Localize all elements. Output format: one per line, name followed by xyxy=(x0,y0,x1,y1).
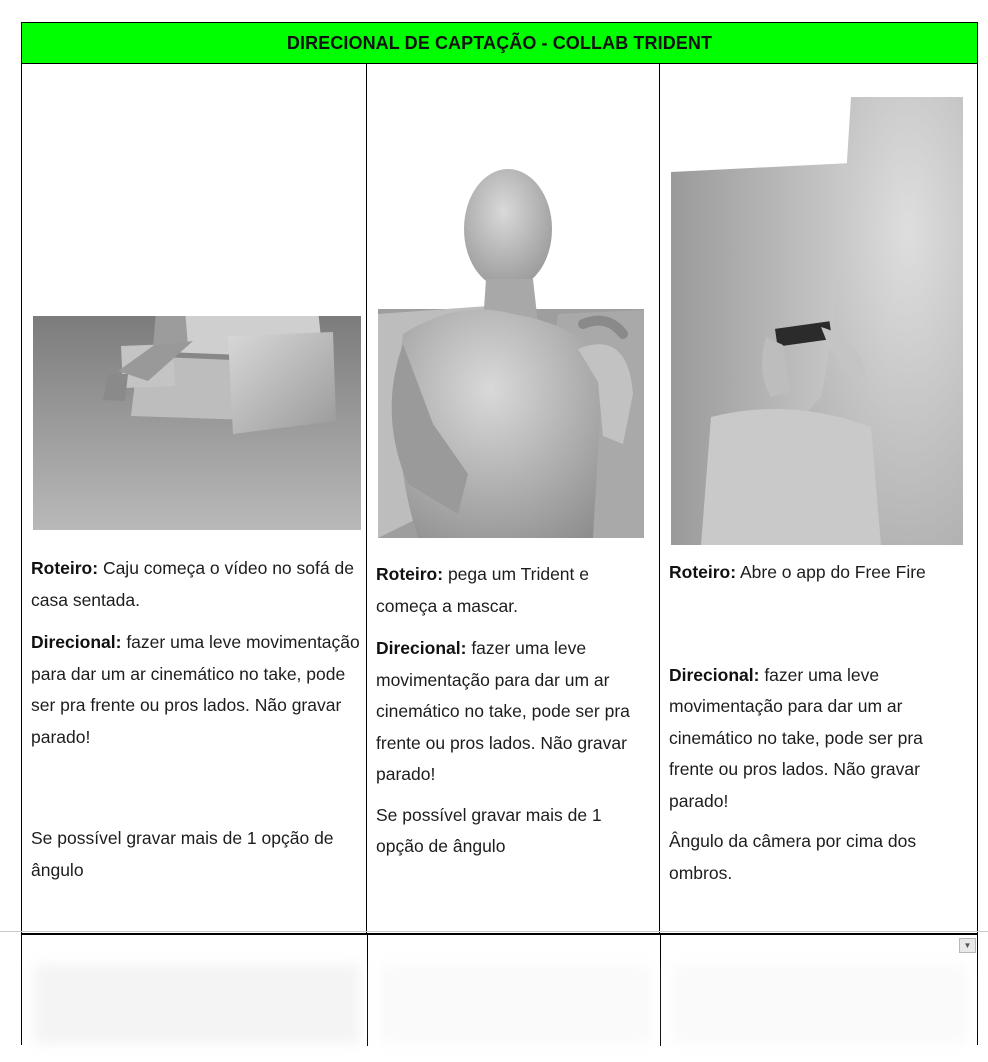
phone-reference-image xyxy=(671,97,963,545)
column-divider xyxy=(660,934,661,1046)
chevron-down-icon[interactable]: ▼ xyxy=(959,938,976,953)
direcional-text: fazer uma leve movimentação para dar um ar cinemático no take, pode ser pra frente ou pros lados. Não gravar parado! xyxy=(31,632,360,747)
roteiro-label: Roteiro: xyxy=(31,558,99,578)
roteiro-paragraph xyxy=(31,553,361,616)
direcional-text: fazer uma leve movimentação para dar um ar cinemático no take, pode ser pra frente ou pros lados. Não gravar parado! xyxy=(669,664,923,811)
direcional-label: Direcional: xyxy=(31,632,122,652)
extra-note: Ângulo da câmera por cima dos ombros. xyxy=(669,831,917,883)
direcional-text: fazer uma leve movimentação para dar um ar cinemático no take, pode ser pra frente ou pros lados. Não gravar parado! xyxy=(376,638,630,784)
next-row xyxy=(21,933,978,1045)
sofa-reference-image xyxy=(33,316,361,530)
trident-reference-image xyxy=(378,64,644,538)
roteiro-text: Caju começa o vídeo no sofá de casa sentada. xyxy=(31,558,354,610)
roteiro-text: pega um Trident e começa a mascar. xyxy=(376,564,589,616)
direcional-paragraph xyxy=(31,627,361,753)
extra-note: Se possível gravar mais de 1 opção de ângulo xyxy=(31,828,334,880)
image-placeholder xyxy=(380,964,652,1044)
roteiro-paragraph xyxy=(376,559,654,622)
page-break-line xyxy=(0,931,988,932)
direcional-paragraph xyxy=(669,660,969,818)
image-placeholder xyxy=(34,964,359,1044)
table-title: DIRECIONAL DE CAPTAÇÃO - COLLAB TRIDENT xyxy=(286,32,713,53)
column-1 xyxy=(21,64,366,932)
direcional-paragraph xyxy=(376,633,654,791)
column-2 xyxy=(367,64,659,932)
roteiro-label: Roteiro: xyxy=(669,562,737,582)
roteiro-text: Abre o app do Free Fire xyxy=(736,562,926,582)
column-3 xyxy=(660,64,976,932)
direcional-label: Direcional: xyxy=(669,664,760,685)
direcional-table xyxy=(21,22,978,1062)
table-header xyxy=(21,22,978,64)
image-placeholder xyxy=(672,964,967,1044)
roteiro-label: Roteiro: xyxy=(376,564,444,584)
column-divider xyxy=(367,934,368,1046)
extra-note: Se possível gravar mais de 1 opção de ângulo xyxy=(376,804,602,856)
roteiro-paragraph xyxy=(669,557,969,589)
direcional-label: Direcional: xyxy=(376,638,467,658)
